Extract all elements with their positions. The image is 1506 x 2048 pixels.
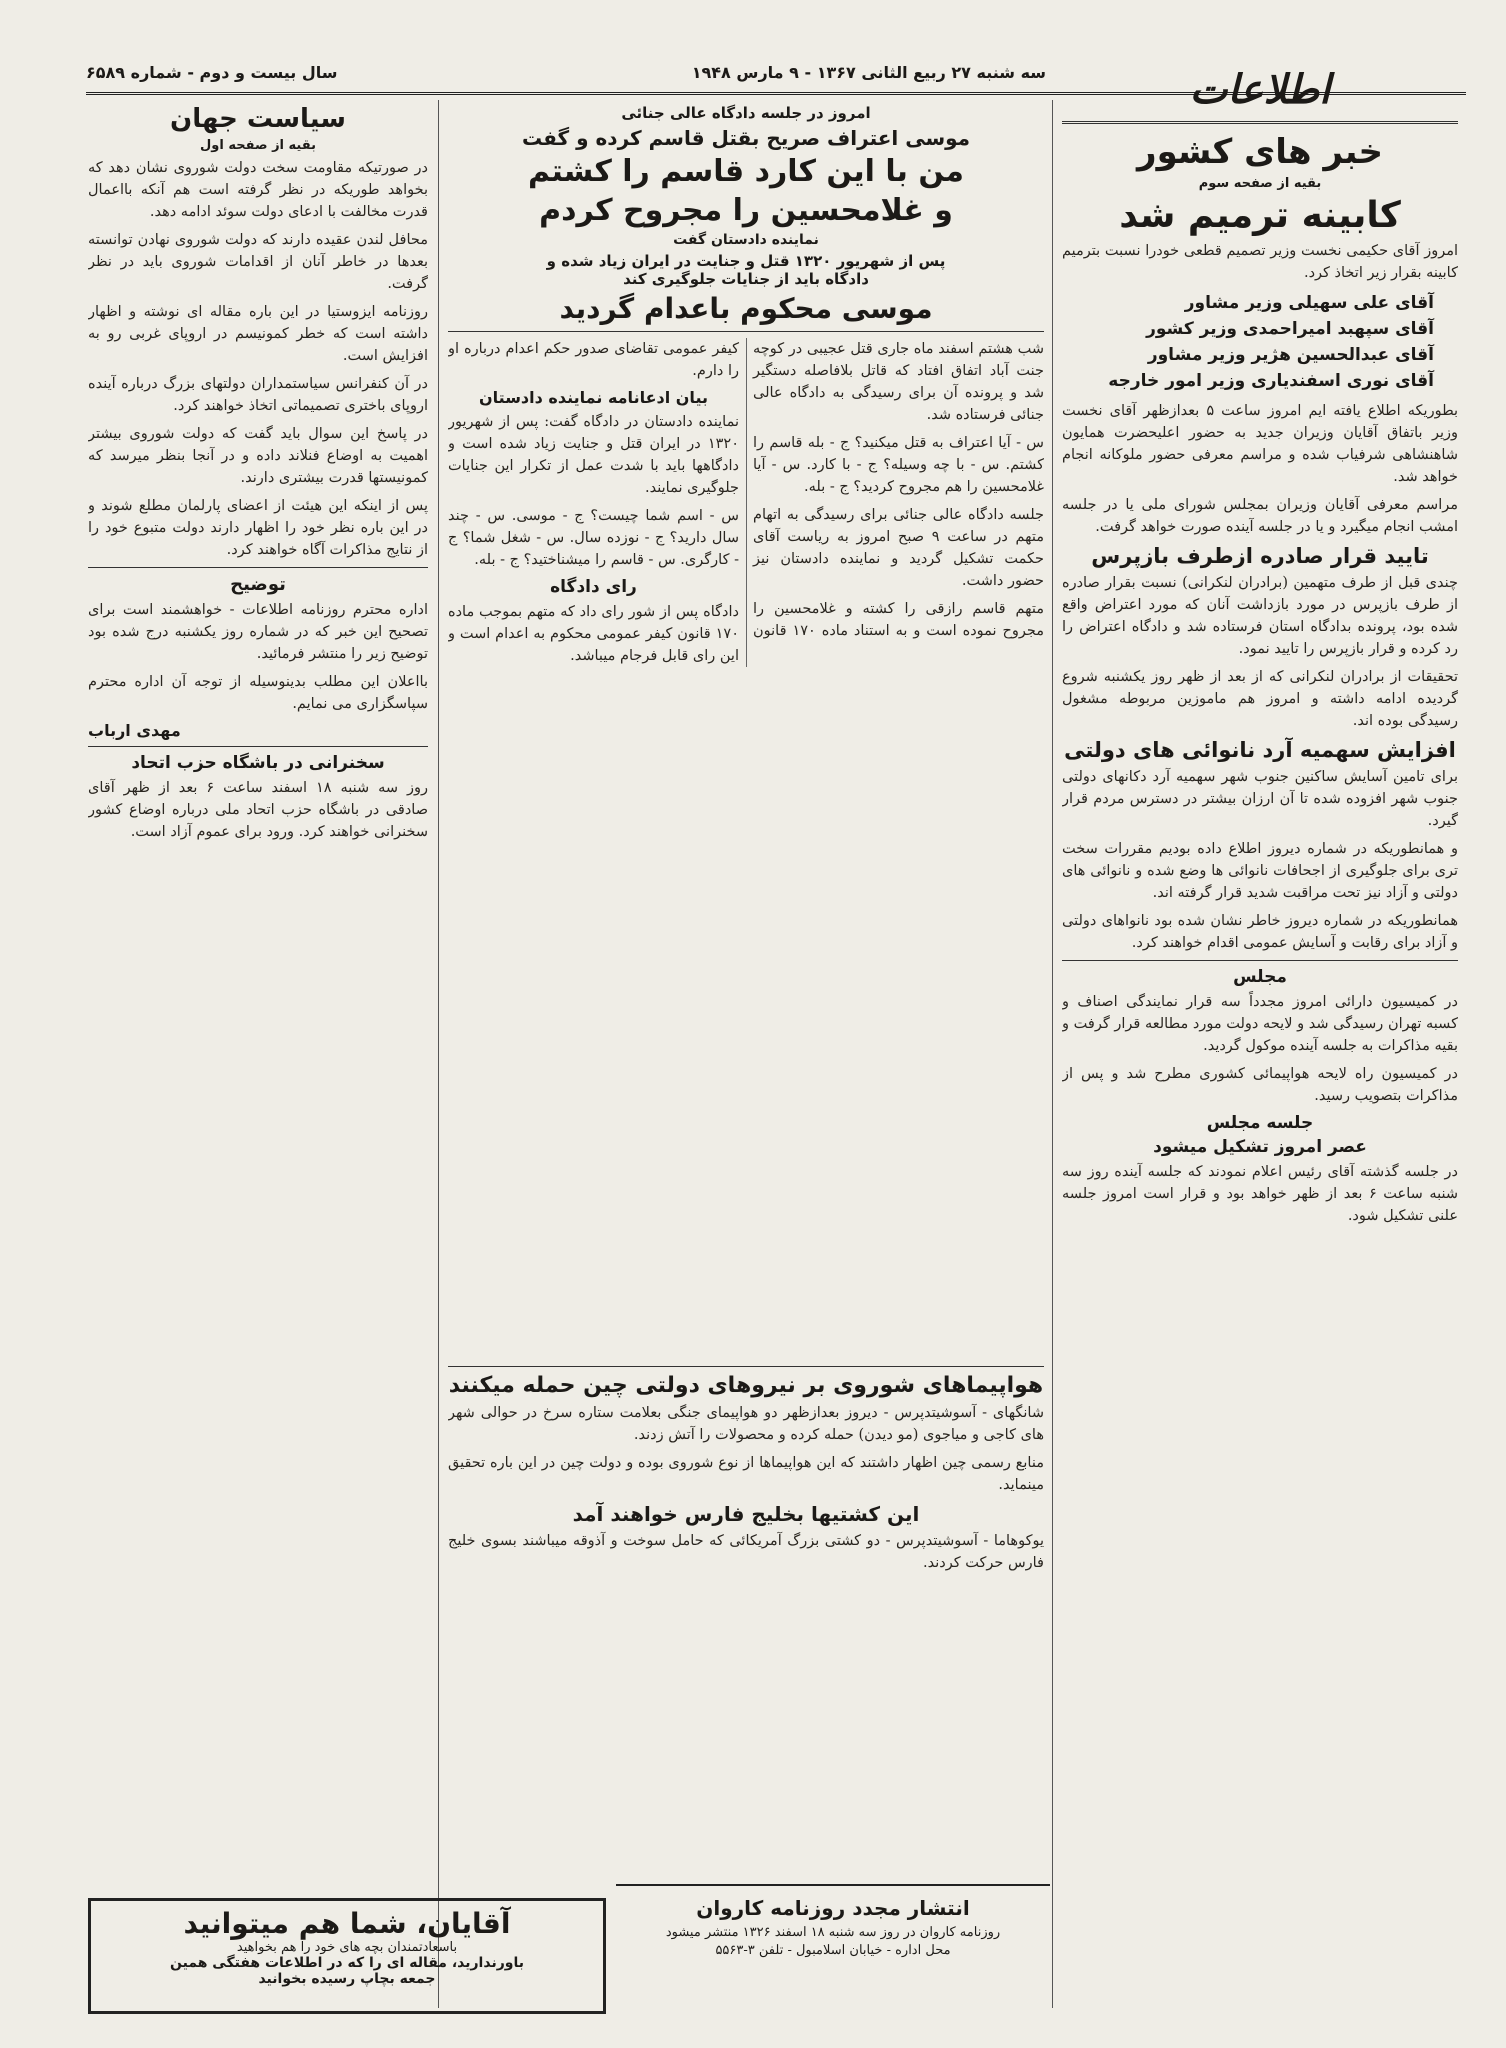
ad-title: انتشار مجدد روزنامه کاروان (696, 1896, 970, 1920)
paragraph: متهم قاسم رازقی را کشته و غلامحسین را مجروح نموده است و به استناد ماده ۱۷۰ قانون کیفر عمومی تقاضای صدور حکم اعدام درباره او را دارم. (448, 341, 1044, 639)
paragraph: شانگهای - آسوشیتدپرس - دیروز بعدازظهر دو هواپیمای جنگی بعلامت ستاره سرخ در حوالی شهر های کاجی و میاجوی (مو دیدن) حمله کرده و محصولات را آتش زدند. (448, 1405, 1044, 1443)
column-trial-story (448, 100, 1044, 1348)
ad-line: جمعه بچاپ رسیده بخوانید (258, 1971, 436, 1987)
headline: جلسه مجلس (1206, 1113, 1314, 1133)
headline-verdict: موسی محکوم باعدام گردید (559, 292, 933, 325)
headline: این کشتیها بخلیج فارس خواهند آمد (572, 1502, 920, 1526)
subhead: سخنرانی در باشگاه حزب اتحاد (131, 753, 385, 773)
paragraph: همانطوریکه در شماره دیروز خاطر نشان شده بود نانواهای دولتی و آزاد برای رقابت و آسایش عمومی اقدام خواهند کرد. (1062, 913, 1458, 951)
headline: سیاست جهان (170, 104, 346, 134)
paragraph: در پاسخ این سوال باید گفت که دولت شوروی بیشتر اهمیت به اوضاع فنلاند داده و در آنجا بنظر میرسد که کمونیستها قدرت بیشتری دارند. (88, 426, 428, 486)
paragraph: مراسم معرفی آقایان وزیران بمجلس شورای ملی یا در جلسه امشب انجام میگیرد و یا در جلسه آینده صورت خواهد گرفت. (1062, 497, 1458, 535)
ad-line: باورندارید، مقاله ای را که در اطلاعات هفتگی همین (170, 1955, 524, 1971)
paragraph: امروز آقای حکیمی نخست وزیر تصمیم قطعی خودرا نسبت بترمیم کابینه بقرار زیر اتخاذ کرد. (1062, 243, 1458, 281)
headline: افزایش سهمیه آرد نانوائی های دولتی (1064, 738, 1456, 762)
continued-note: بقیه از صفحه اول (200, 138, 316, 153)
paragraph: در صورتیکه مقاومت سخت دولت شوروی نشان دهد که بخواهد طوریکه در نظر گرفته است هم آنکه بااعمال قدرت مخالفت با ادعای دولت سوئد ادامه دهد. (88, 160, 428, 220)
paragraph: پس از اینکه این هیئت از اعضای پارلمان مطلع شوند و در این باره نظر خود را اظهار دارند دولت متبوع خود را از نتایج مذاکرات آگاه خواهند کرد. (88, 498, 428, 558)
masthead-date: سه شنبه ۲۷ ربیع الثانی ۱۳۶۷ - ۹ مارس ۱۹۴۸ (691, 62, 1046, 82)
subhead: بیان ادعانامه نماینده دادستان (479, 388, 708, 407)
subhead: رای دادگاه (550, 577, 637, 597)
newspaper-logo: اطلاعات (1189, 66, 1331, 113)
headline: تایید قرار صادره ازطرف بازپرس (1091, 544, 1429, 568)
headline: هواپیماهای شوروی بر نیروهای دولتی چین حمله میکنند (448, 1373, 1044, 1398)
paragraph: در کمیسیون راه لایحه هواپیمائی کشوری مطرح شد و پس از مذاکرات بتصویب رسید. (1062, 1066, 1458, 1104)
subhead: توضیح (230, 574, 286, 595)
paragraph: س - اسم شما چیست؟ ج - موسی. س - چند سال دارید؟ ج - نوزده سال. س - شغل شما؟ ج - کارگری. س - قاسم را میشناختید؟ ج - بله. (448, 508, 739, 568)
paragraph: در جلسه گذشته آقای رئیس اعلام نمودند که جلسه آینده روز سه شنبه ساعت ۶ بعد از ظهر خواهد بود و قرار است امروز جلسه علنی تشکیل شود. (1062, 1164, 1458, 1224)
list-item: آقای سپهبد امیراحمدی وزیر کشور (1146, 319, 1434, 339)
headline-main: و غلامحسین را مجروح کردم (539, 193, 953, 228)
paragraph: روزنامه ایزوستیا در این باره مقاله ای نوشته و اظهار داشته است که خطر کمونیسم در اروپای غربی رو به افزایش است. (88, 304, 428, 364)
list-item: آقای عبدالحسین هژیر وزیر مشاور (1147, 345, 1434, 365)
ad-title: آقایان، شما هم میتوانید (183, 1907, 511, 1940)
list-item: آقای علی سهیلی وزیر مشاور (1184, 293, 1434, 313)
list-item: آقای نوری اسفندیاری وزیر امور خارجه (1108, 371, 1434, 391)
paragraph: منابع رسمی چین اظهار داشتند که این هواپیماها از نوع شوروی بوده و دولت چین در این باره تحقیق مینماید. (448, 1455, 1044, 1493)
paragraph: اداره محترم روزنامه اطلاعات - خواهشمند است برای تصحیح این خبر که در شماره روز یکشنبه درج شده بود توضیح زیر را منتشر فرمائید. (88, 602, 428, 662)
paragraph: روز سه شنبه ۱۸ اسفند ساعت ۶ بعد از ظهر آقای صادقی در باشگاه حزب اتحاد ملی درباره اوضاع کشور سخنرانی خواهند کرد. ورود برای عموم آزاد است. (88, 780, 428, 840)
paragraph: برای تامین آسایش ساکنین جنوب شهر سهمیه آرد دکانهای دولتی جنوب شهر افزوده شده تا آن ارزان بیشتر در دسترس مردم قرار گیرد. (1062, 769, 1458, 829)
ad-address: محل اداره - خیابان اسلامبول - تلفن ۳-۵۵۶۳ (715, 1943, 951, 1958)
paragraph: چندی قبل از طرف متهمین (برادران لنکرانی) نسبت بقرار صادره از طرف بازپرس در مورد بازداشت آنان که مورد اعتراض واقع شده بود، پرونده بدادگاه استان فرستاده شد و دادگاه اعتراض را رد کرده و قرار بازپرس را تایید نمود. (1062, 575, 1458, 657)
paragraph: س - آیا اعتراف به قتل میکنید؟ ج - بله قاسم را کشتم. س - با چه وسیله؟ ج - با کارد. س - آیا غلامحسین را هم مجروح کردید؟ ج - بله. (753, 435, 1044, 495)
deck: پس از شهریور ۱۳۲۰ قتل و جنایت در ایران زیاد شده و دادگاه باید از جنایات جلوگیری کند (546, 252, 946, 288)
paragraph: دادگاه پس از شور رای داد که متهم بموجب ماده ۱۷۰ قانون کیفر عمومی محکوم به اعدام است و این رای قابل فرجام میباشد. (448, 604, 739, 664)
paragraph: و همانطوریکه در شماره دیروز اطلاع داده بودیم مقررات سخت تری برای جلوگیری از اجحافات نانوائی ها وضع شده و نانوائی های دولتی و آزاد نیز تحت مراقبت شدید قرار گرفته اند. (1062, 841, 1458, 901)
column-world-politics (88, 100, 428, 1878)
paragraph: در کمیسیون دارائی امروز مجدداً سه قرار نمایندگی اصناف و کسبه تهران رسیدگی شد و لایحه دولت مورد مطالعه قرار گرفت و بقیه مذاکرات به جلسه آینده موکول گردید. (1062, 994, 1458, 1054)
ad-karvan (616, 1884, 1050, 1960)
minister-list (1062, 290, 1434, 394)
column-domestic-news (1062, 64, 1458, 2018)
continued-note: بقیه از صفحه سوم (1198, 176, 1322, 191)
paragraph: در آن کنفرانس سیاستمداران دولتهای بزرگ درباره آینده اروپای باختری تصمیماتی اتخاذ خواهند کرد. (88, 376, 428, 414)
headline-cabinet: کابینه ترمیم شد (1119, 195, 1401, 236)
ad-body: روزنامه کاروان در روز سه شنبه ۱۸ اسفند ۱۳۲۶ منتشر میشود (665, 1925, 1001, 1940)
column-world-news (448, 1360, 1044, 1868)
paragraph: بااعلان این مطلب بدینوسیله از توجه آن اداره محترم سپاسگزاری می نمایم. (88, 674, 428, 712)
deck: نماینده دادستان گفت (673, 232, 819, 248)
ad-men (88, 1898, 606, 2014)
headline: عصر امروز تشکیل میشود (1153, 1137, 1367, 1157)
paragraph: تحقیقات از برادران لنکرانی که از بعد از ظهر روز یکشنبه شروع گردیده ادامه داشته و امروز هم ماموزین مربوطه مشغول رسیدگی بوده اند. (1062, 669, 1458, 729)
kicker: امروز در جلسه دادگاه عالی جنائی (621, 104, 871, 122)
ad-line: باسعادتمندان بچه های خود را هم بخواهید (236, 1940, 458, 1955)
paragraph: جلسه دادگاه عالی جنائی برای رسیدگی به اتهام متهم در ساعت ۹ صبح امروز به ریاست آقای حکمت تشکیل گردید و نماینده دادستان نیز حضور داشت. (753, 507, 1044, 589)
paragraph: محافل لندن عقیده دارند که دولت شوروی نهادن توانسته بعدها در خاطر آنان از اقدامات شوروی باید در نظر گرفت. (88, 232, 428, 292)
paragraph: نماینده دادستان در دادگاه گفت: پس از شهریور ۱۳۲۰ در ایران قتل و جنایت زیاد شده است و دادگاهها باید با شدت عمل از تکرار این جنایات جلوگیری نمایند. (448, 414, 739, 496)
paragraph: بطوریکه اطلاع یافته ایم امروز ساعت ۵ بعدازظهر آقای نخست وزیر باتفاق آقایان وزیران جدید به حضور اعلیحضرت همایون شاهنشاهی شرفیاب شده و مراسم معرفی حضور ملوکانه انجام خواهد شد. (1062, 403, 1458, 485)
paragraph: شب هشتم اسفند ماه جاری قتل عجیبی در کوچه جنت آباد اتفاق افتاد که قاتل بلافاصله دستگیر شد و پرونده آن برای رسیدگی به دادگاه عالی جنائی فرستاده شد. (753, 341, 1044, 423)
paragraph: یوکوهاما - آسوشیتدپرس - دو کشتی بزرگ آمریکائی که حامل سوخت و آذوقه میباشند بسوی خلیج فارس حرکت کردند. (448, 1533, 1044, 1571)
section-title: خبر های کشور (1137, 132, 1383, 172)
headline-main: من با این کارد قاسم را کشتم (528, 154, 964, 189)
headline: موسی اعتراف صریح بقتل قاسم کرده و گفت (521, 126, 971, 150)
masthead-issue: سال بیست و دوم - شماره ۶۵۸۹ (86, 62, 338, 82)
signature: مهدی ارباب (88, 721, 181, 740)
headline: مجلس (1233, 967, 1287, 987)
